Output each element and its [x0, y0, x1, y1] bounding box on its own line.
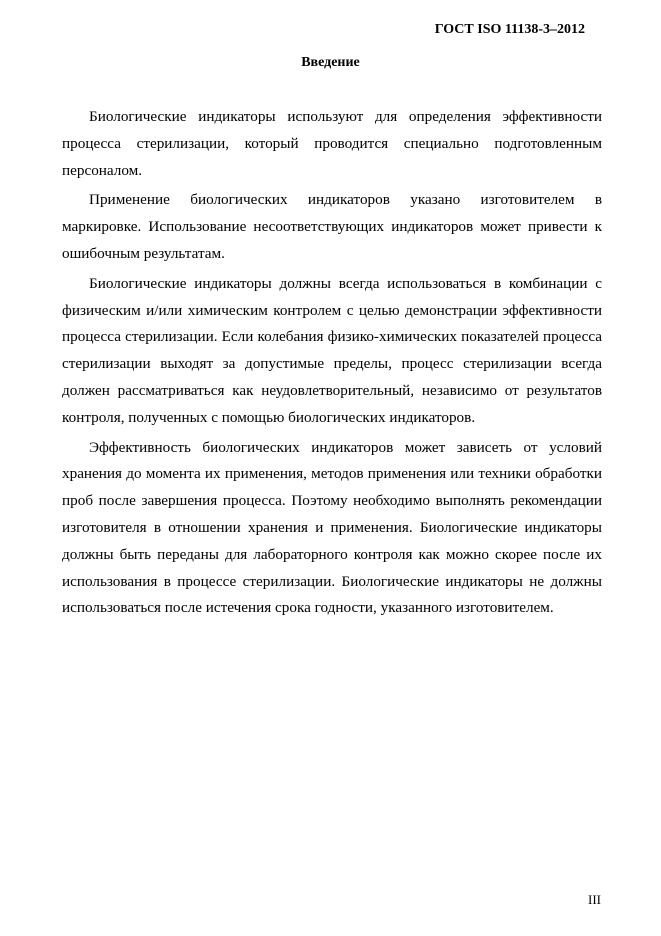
body-text [62, 104, 602, 625]
document-code: ГОСТ ISO 11138-3–2012 [434, 22, 585, 37]
paragraph-1: Биологические индикаторы используют для определения эффективности процесса стерилизации, который проводится специально подготовленным персоналом. [62, 108, 602, 179]
paragraph-2: Применение биологических индикаторов указано изготовителем в маркировке. Использование несоответствующих индикаторов может привести к ошибочным результатам. [62, 191, 602, 262]
section-title: Введение [301, 55, 360, 70]
page-number: III [588, 892, 601, 907]
paragraph-4: Эффективность биологических индикаторов может зависеть от условий хранения до момента их применения, методов применения или техники обработки проб после завершения процесса. Поэтому необходимо выполнять рекомендации изготовителя в отношении хранения и применения. Биологические индикаторы должны быть переданы для лабораторного контроля как можно скорее после их использования в процессе стерилизации. Биологические индикаторы не должны использоваться после истечения срока годности, указанного изготовителем. [62, 438, 602, 617]
paragraph-3: Биологические индикаторы должны всегда использоваться в комбинации с физическим и/или химическим контролем с целью демонстрации эффективности процесса стерилизации. Если колебания физико-химических показателей процесса стерилизации выходят за допустимые пределы, процесс стерилизации всегда должен рассматриваться как неудовлетворительный, независимо от результатов контроля, полученных с помощью биологических индикаторов. [62, 274, 602, 426]
